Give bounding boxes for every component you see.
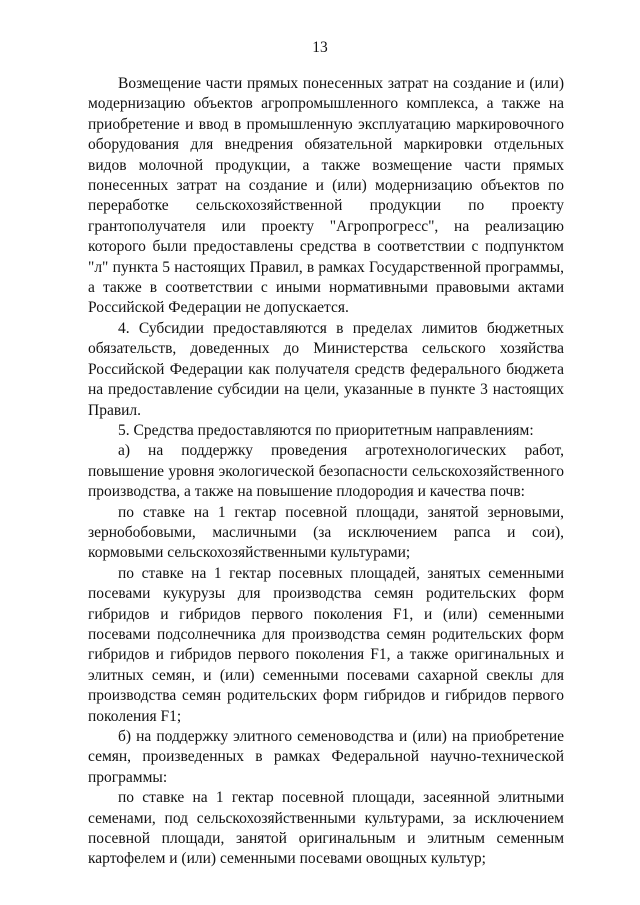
paragraph-5a-agrotech-works: а) на поддержку проведения агротехнологических работ, повышение уровня экологической безопасности сельскохозяйственного производства, а также на повышение плодородия и качества почв: xyxy=(88,442,564,501)
page-number: 13 xyxy=(312,39,328,56)
document-body xyxy=(88,74,564,870)
paragraph-rate-elite-seeds: по ставке на 1 гектар посевной площади, засеянной элитными семенами, под сельскохозяйственными культурами, за исключением посевной площади, занятой оригинальным и элитным семенным картофелем и (или) семенными посевами овощных культур; xyxy=(88,789,564,868)
paragraph-4-subsidy-limits: 4. Субсидии предоставляются в пределах лимитов бюджетных обязательств, доведенных до Министерства сельского хозяйства Российской Федерации как получателя средств федерального бюджета на предоставление субсидии на цели, указанные в пункте 3 настоящих Правил. xyxy=(88,319,564,419)
paragraph-5b-elite-seeds: б) на поддержку элитного семеноводства и (или) на приобретение семян, произведенных в рамках Федеральной научно-технической программы: xyxy=(88,728,564,786)
paragraph-rate-seed-crops: по ставке на 1 гектар посевных площадей, занятых семенными посевами кукурузы для производства семян родительских форм гибридов и гибридов первого поколения F1, и (или) семенными посевами подсолнечника для производства семян родительских форм гибридов и гибридов первого поколения F1, а также оригинальных и элитных семян, и (или) семенными посевами сахарной свеклы для производства семян родительских форм гибридов и гибридов первого поколения F1; xyxy=(88,564,564,725)
paragraph-5-priority-directions: 5. Средства предоставляются по приоритетным направлениям: xyxy=(118,421,534,439)
paragraph-compensation-restriction: Возмещение части прямых понесенных затрат на создание и (или) модернизацию объектов агропромышленного комплекса, а также на приобретение и ввод в промышленную эксплуатацию маркировочного оборудования для внедрения обязательной маркировки отдельных видов молочной продукции, а также возмещение части прямых понесенных затрат на создание и (или) модернизацию объектов по переработке сельскохозяйственной продукции по проекту грантополучателя или проекту "Агропрогресс", на реализацию которого были предоставлены средства в соответствии с подпунктом "л" пункта 5 настоящих Правил, в рамках Государственной программы, а также в соответствии с иными нормативными правовыми актами Российской Федерации не допускается. xyxy=(88,75,564,317)
paragraph-rate-grain-crops: по ставке на 1 гектар посевной площади, занятой зерновыми, зернобобовыми, масличными (за исключением рапса и сои), кормовыми сельскохозяйственными культурами; xyxy=(88,503,564,562)
